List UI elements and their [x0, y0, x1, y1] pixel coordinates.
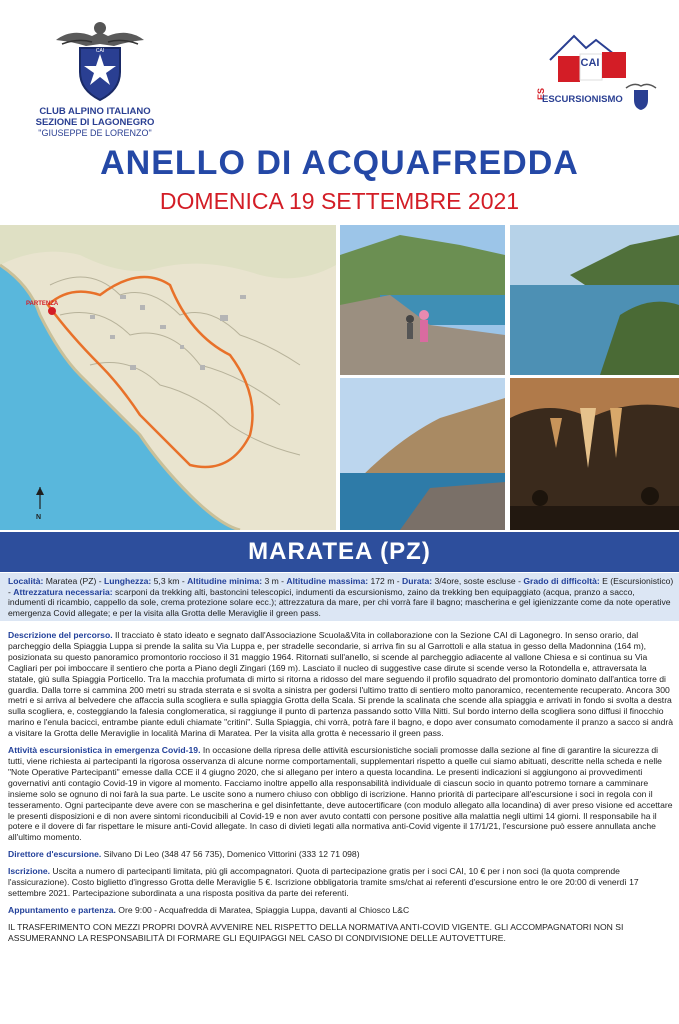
- disclaimer: IL TRASFERIMENTO CON MEZZI PROPRI DOVRÀ AVVENIRE NEL RISPETTO DELLA NORMATIVA ANTI-COVID VIGENTE. GLI ACCOMPAGNATORI NON SI ASSUMERANNO LA RESPONSABILITÀ DI FORMARE GLI EQUIPAGGI NEL CASO DI CONDIVISIONE DELLE AUTOVETTURE.: [8, 921, 624, 943]
- covid-label: Attività escursionistica in emergenza Covid-19.: [8, 745, 201, 756]
- map-start-label: PARTENZA: [26, 301, 59, 307]
- appuntamento-paragraph: [8, 905, 674, 916]
- durata-label: Durata:: [402, 576, 433, 586]
- durata-value: 3/4ore, soste escluse -: [432, 576, 524, 586]
- club-line-1: CLUB ALPINO ITALIANO: [39, 106, 151, 117]
- lunghezza-value: 5,3 km -: [151, 576, 188, 586]
- logo-es-text: ES: [536, 87, 546, 100]
- difficolta-value: E (Escursionistico) -: [8, 576, 674, 597]
- page-title: ANELLO DI ACQUAFREDDA: [100, 144, 579, 182]
- route-map: [0, 225, 336, 530]
- attrezzatura-value: scarponi da trekking alti, bastoncini telescopici, indumenti da escursionismo, zaino da trekking ben equipaggiato (acqua, pranzo a sacco, indumenti di ricambio, cappello da sole, crema protezione solare ecc.); attrezzatura da mare, per chi vorrà fare il bagno; mascherina e gel igienizzante come da note operative emergenza Covid allegate; e per la visita alla Grotta delle Meraviglie il green pass.: [8, 586, 671, 618]
- direttore-paragraph: [8, 849, 674, 860]
- club-name-block: [20, 106, 170, 139]
- direttore-text: Silvano Di Leo (348 47 56 735), Domenico Vittorini (333 12 71 098): [101, 849, 360, 860]
- cai-escursionismo-logo: [530, 30, 660, 112]
- body-text: [8, 630, 674, 950]
- cai-eagle-logo: [52, 14, 148, 106]
- iscrizione-label: Iscrizione.: [8, 866, 51, 877]
- iscrizione-paragraph: [8, 866, 674, 899]
- direttore-label: Direttore d'escursione.: [8, 849, 102, 860]
- photo-hikers-coast: [340, 225, 505, 375]
- logo-escursionismo-text: ESCURSIONISMO: [542, 94, 623, 105]
- iscrizione-text: Uscita a numero di partecipanti limitata, più gli accompagnatori. Quota di partecipazione gratis per i soci CAI, 10 € per i non soci (la quota comprende l'assicurazione). Costo biglietto d'ingresso Grotta delle Meraviglie 5 €. Iscrizione obbligatoria tramite sms/chat ai referenti d'escursione entro le ore 20:00 di venerdì 17 settembre 2021. Partecipazione subordinata a una risposta positiva da parte dei referenti.: [8, 866, 639, 898]
- appuntamento-label: Appuntamento e partenza.: [8, 904, 116, 915]
- alt-max-label: Altitudine massima:: [286, 576, 369, 586]
- localita-label: Località:: [8, 576, 44, 586]
- svg-text:CAI: CAI: [95, 48, 105, 54]
- appuntamento-text: Ore 9:00 - Acquafredda di Maratea, Spiaggia Luppa, davanti al Chiosco L&C: [115, 904, 410, 915]
- alt-max-value: 172 m -: [368, 576, 403, 586]
- logo-cai-text: CAI: [580, 57, 600, 69]
- localita-value: Maratea (PZ) -: [43, 576, 104, 586]
- photo-beach-cliff: [340, 378, 505, 530]
- descrizione-text: Il tracciato è stato ideato e segnato dall'Associazione Scuola&Vita in collaborazione con la Sezione CAI di Lagonegro. In senso orario, dal parcheggio della Spiaggia Luppa si prende la salita su Via Luppa e, per stradelle secondarie, si arriva fin su al Garrottoli e alla statua in gesso della Madonnina (164 m), posizionata su questo panoramico promontorio roccioso il 31 maggio 1964. Ritornati sull'anello, si scende al parcheggio adiacente al vallone Chiesa e si continua su Via Cagliari per poi imboccare il sentiero che porta a Piano degli Zingari (169 m). Lasciato il nucleo di suggestive case dirute si scende verso la Rotondella e, attraversata la statale, giù sulla Spiaggia Porticello. Tra la macchia profumata di mirto si ritorna a ridosso del mare seguendo il profilo squadrato del promontorio dominato dall'antica torre di guardia. Dalla torre si cammina 200 metri su strada sterrata e si svolta a sinistra per godersi l'ultimo tratto di sentiero molto panoramico, recentemente recuperato. Ancora 300 metri e si arriva al belvedere che affaccia sulla scogliera e sulla spiaggia Grotta della Scala. Si prende la scalinata che scende alla spiaggia e arrivati in fondo si svolta a destra sulla scogliera, e, costeggiando la falesia conglomeratica, si raggiunge il punto di partenza passando sotto Villa Nitti. Sul bordo interno della scogliera sono diffusi il finocchio marino e l'enula bacicci, entrambe piante eduli chiamate "critini". Sulla Spiaggia, chi vorrà, potrà fare il bagno, e dopo aver consumato comodamente il pranzo a sacco si andrà a visitare la Grotta delle Meraviglie in località Marina di Maratea. Per la visita alla grotta è necessario il green pass.: [8, 630, 674, 739]
- location-banner: MARATEA (PZ): [0, 532, 679, 572]
- covid-paragraph: [8, 745, 674, 843]
- event-date: DOMENICA 19 SETTEMBRE 2021: [159, 188, 520, 214]
- attrezzatura-label: Attrezzatura necessaria:: [13, 586, 113, 597]
- club-line-2: SEZIONE DI LAGONEGRO: [35, 117, 155, 128]
- map-north-label: N: [36, 514, 42, 521]
- club-line-3: "GIUSEPPE DE LORENZO": [38, 128, 152, 138]
- photo-coast-bay: [510, 225, 679, 375]
- alt-min-value: 3 m -: [262, 576, 287, 586]
- photo-cave: [510, 378, 679, 530]
- descrizione-paragraph: [8, 630, 674, 739]
- trip-info: [8, 576, 674, 618]
- alt-min-label: Altitudine minima:: [187, 576, 263, 586]
- descrizione-label: Descrizione del percorso.: [8, 630, 113, 640]
- covid-text: In occasione della ripresa delle attività escursionistiche sociali promosse dalla sezione al fine di garantire la sicurezza di tutti, viene richiesta ai partecipanti la rigorosa osservanza di alcune norme comportamentali, supplementari rispetto a quelle cui siamo abituati, descritte nella scheda e nelle "Note Operative Partecipanti" emesse dalla CCE il 4 giugno 2020, che si allegano per intero a questa locandina. Le presenti indicazioni si aggiungono ai provvedimenti governativi anti contagio Covid-19 in vigore al momento. Facciamo inoltre appello alla responsabilità individuale di ciascun socio in quanto potremo tornare a camminare insieme solo se ognuno di noi farà la sua parte. Le uscite sono a numero chiuso con obbligo di iscrizione. Hanno priorità di partecipare all'escursione i soci in regola con il tesseramento. Ogni partecipante deve avere con se mascherina e gel disinfettante, deve autocertificare (con modulo allegato alla locandina) di aver preso visione ed accettare le presenti disposizioni e di non avere sintomi riconducibili al Covid-19 e non aver avuto contatti con persone positive alla malattia negli ultimi 14 giorni. Il responsabile ha il potere e il dovere di far rispettare le misure anti-Covid allegate. In caso di divieti legati alla normativa anti-Covid vigente il 17/1/21, l'escursione può essere annullata anche all'ultimo momento.: [8, 745, 673, 843]
- difficolta-label: Grado di difficoltà:: [523, 576, 600, 586]
- lunghezza-label: Lunghezza:: [104, 576, 152, 586]
